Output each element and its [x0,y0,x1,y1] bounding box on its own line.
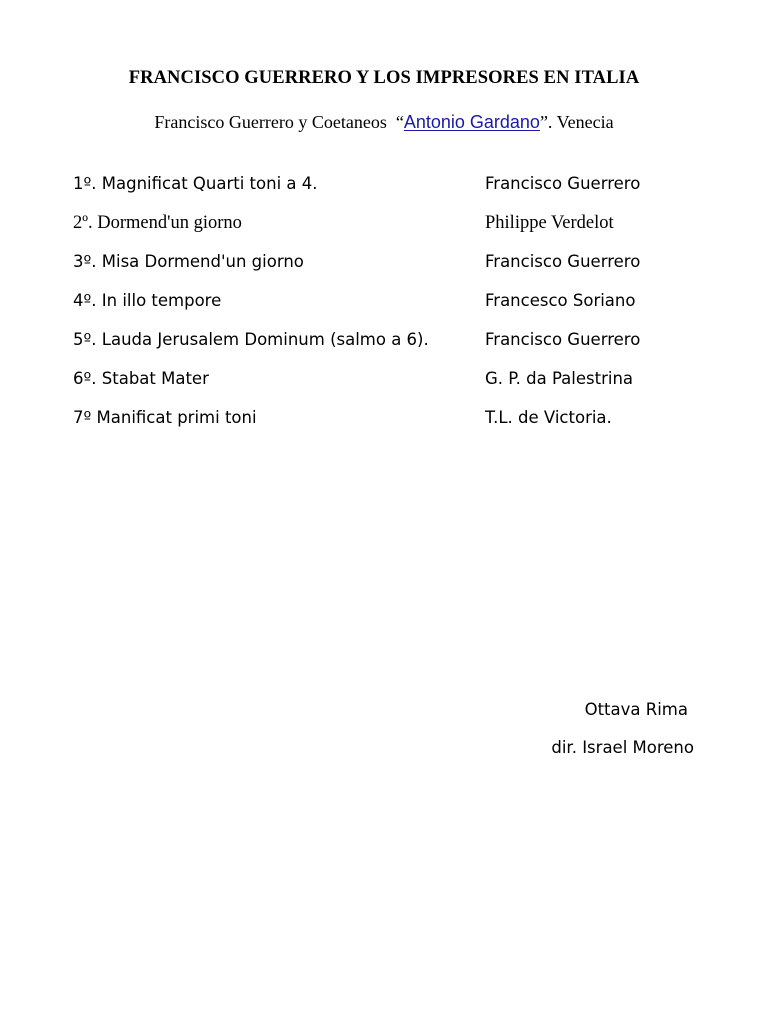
document-subtitle [0,112,768,133]
subtitle-suffix: ”. Venecia [539,112,614,132]
program-item-6 [73,367,713,406]
piece-title: 1º. Magnificat Quarti toni a 4. [73,174,318,193]
program-item-7 [73,406,713,445]
composer-name: T.L. de Victoria. [485,408,612,427]
program-item-3 [73,250,713,289]
antonio-gardano-link[interactable]: Antonio Gardano [403,112,540,132]
piece-title: 5º. Lauda Jerusalem Dominum (salmo a 6). [73,330,429,349]
piece-title: 6º. Stabat Mater [73,369,209,388]
piece-title: 4º. In illo tempore [73,291,222,310]
program-item-1 [73,172,713,211]
composer-name: Francesco Soriano [485,291,636,310]
director-name: dir. Israel Moreno [551,738,694,757]
composer-name: G. P. da Palestrina [485,369,634,388]
program-item-4 [73,289,713,328]
subtitle-text: Francisco Guerrero y Coetaneos “ [154,112,404,132]
signature-block [551,698,694,760]
piece-title: 7º Manificat primi toni [73,408,257,427]
piece-title: 2º. Dormend'un giorno [73,213,242,233]
program-item-2 [73,211,713,250]
composer-name: Philippe Verdelot [485,213,614,233]
program-list [73,172,713,445]
composer-name: Francisco Guerrero [485,252,641,271]
composer-name: Francisco Guerrero [485,174,641,193]
program-item-5 [73,328,713,367]
piece-title: 3º. Misa Dormend'un giorno [73,252,304,271]
document-title: FRANCISCO GUERRERO Y LOS IMPRESORES EN ITALIA [128,68,640,88]
ensemble-name: Ottava Rima [584,700,688,719]
composer-name: Francisco Guerrero [485,330,641,349]
